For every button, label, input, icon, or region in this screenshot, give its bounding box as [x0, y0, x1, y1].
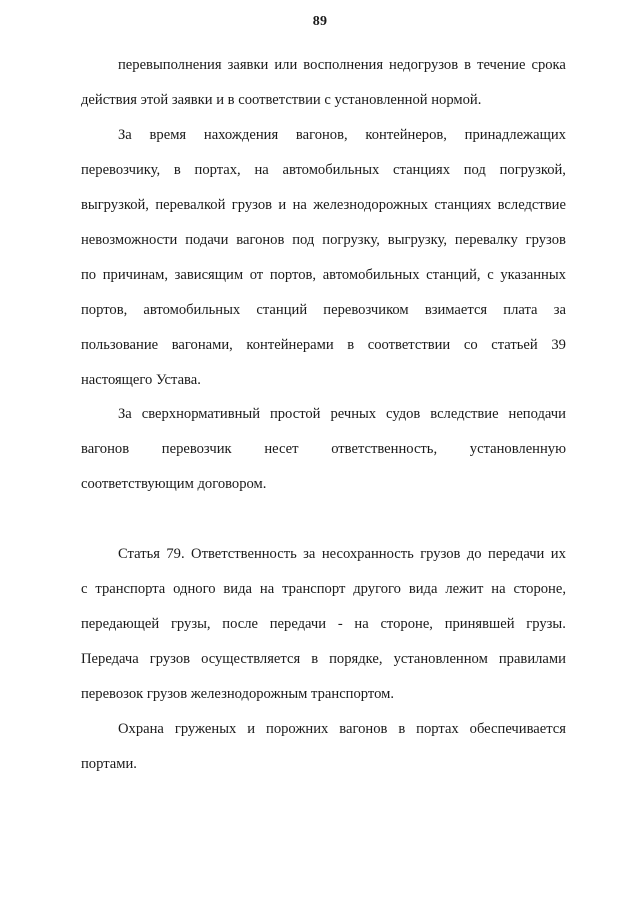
paragraph-1-line-1 [118, 56, 566, 74]
word: с [81, 581, 88, 597]
word: судов [386, 406, 421, 422]
word: с [487, 267, 494, 283]
word: транспорт [282, 581, 346, 597]
word: взимается [424, 302, 488, 318]
word: несет [264, 441, 299, 457]
word: срока [531, 57, 566, 73]
paragraph-4-line-4 [81, 650, 566, 668]
word: плата [503, 302, 538, 318]
word: вида [408, 581, 438, 597]
word: невозможности [81, 232, 178, 248]
word: порядке, [329, 651, 383, 667]
paragraph-1-line-2: действия этой заявки и в соответствии с установленной нормой. [81, 92, 482, 108]
word: Охрана [118, 721, 164, 737]
word: по [81, 267, 97, 283]
word: вследствие [497, 197, 566, 213]
word: и [247, 721, 256, 737]
word: Передача [81, 651, 139, 667]
paragraph-3-line-1 [118, 405, 566, 423]
word: время [149, 127, 187, 143]
word: станций [256, 302, 308, 318]
word: несохранность [321, 546, 414, 562]
word: восполнения [303, 57, 384, 73]
word: портов, [269, 267, 317, 283]
word: в [173, 162, 181, 178]
word: вагонов [236, 232, 285, 248]
word: статьей [491, 337, 538, 353]
word: зависящим [174, 267, 244, 283]
word: перевозчик [161, 441, 232, 457]
word: портах, [194, 162, 241, 178]
word: в [347, 337, 355, 353]
word: их [550, 546, 566, 562]
word: контейнеров, [365, 127, 447, 143]
word: 39 [551, 337, 566, 353]
word: грузы, [170, 616, 211, 632]
paragraph-4-line-2 [81, 580, 566, 598]
word: осуществляется [201, 651, 301, 667]
word: лежит [445, 581, 484, 597]
word: в [464, 57, 472, 73]
word: одного [173, 581, 216, 597]
paragraph-2-line-3 [81, 196, 566, 214]
word: на [354, 616, 369, 632]
word: грузов [525, 232, 566, 248]
word: принадлежащих [464, 127, 566, 143]
word: станциях [434, 197, 492, 213]
word: железнодорожных [313, 197, 428, 213]
word: указанных [500, 267, 566, 283]
word: грузов [231, 197, 273, 213]
word: станциях [393, 162, 450, 178]
word: вагонов [81, 441, 130, 457]
word: неподачи [508, 406, 566, 422]
word: грузов [420, 546, 461, 562]
paragraph-2-line-7 [81, 336, 566, 354]
word: или [274, 57, 298, 73]
word: стороне, [380, 616, 433, 632]
word: соответствии [367, 337, 451, 353]
word: порожних [266, 721, 329, 737]
paragraph-2-line-4 [81, 231, 566, 249]
paragraph-5-line-2: портами. [81, 756, 137, 772]
word: транспорта [95, 581, 166, 597]
word: в [311, 651, 319, 667]
word: установленном [393, 651, 488, 667]
word: 79. [166, 546, 185, 562]
word: вагонов, [295, 127, 348, 143]
word: автомобильных [143, 302, 241, 318]
word: грузов [149, 651, 191, 667]
word: обеспечивается [469, 721, 566, 737]
word: стороне, [513, 581, 566, 597]
word: под [292, 232, 315, 248]
word: недогрузов [389, 57, 459, 73]
word: правилами [498, 651, 566, 667]
word: погрузкой, [499, 162, 566, 178]
word: вагонов [339, 721, 388, 737]
word: груженых [174, 721, 237, 737]
word: за [303, 546, 316, 562]
paragraph-2-line-8: настоящего Устава. [81, 372, 201, 388]
word: передачи [488, 546, 545, 562]
word: перевалкой [155, 197, 226, 213]
word: другого [353, 581, 401, 597]
word: погрузку, [322, 232, 380, 248]
word: под [463, 162, 486, 178]
word: на [491, 581, 506, 597]
word: со [463, 337, 478, 353]
word: до [466, 546, 482, 562]
word: и [278, 197, 287, 213]
word: перевалку [454, 232, 518, 248]
word: Ответственность [191, 546, 297, 562]
word: течение [477, 57, 526, 73]
word: ответственность, [331, 441, 438, 457]
paragraph-4-line-1 [118, 545, 566, 563]
word: вагонами, [171, 337, 233, 353]
word: на [254, 162, 269, 178]
word: передающей [81, 616, 160, 632]
word: вследствие [430, 406, 499, 422]
word: выгрузку, [387, 232, 448, 248]
word: За [118, 406, 132, 422]
word: подачи [185, 232, 229, 248]
word: портах [416, 721, 459, 737]
paragraph-3-line-3: соответствующим договором. [81, 476, 267, 492]
word: перевозчику, [81, 162, 161, 178]
paragraph-5-line-1 [118, 720, 566, 738]
paragraph-2-line-1 [118, 126, 566, 144]
word: За [118, 127, 132, 143]
word: вида [223, 581, 253, 597]
word: принявшей [444, 616, 515, 632]
word: после [222, 616, 258, 632]
paragraph-4-line-3 [81, 615, 566, 633]
word: на [292, 197, 307, 213]
word: нахождения [203, 127, 279, 143]
word: перевозчиком [323, 302, 409, 318]
word: причинам, [102, 267, 168, 283]
word: станций, [426, 267, 481, 283]
word: выгрузкой, [81, 197, 149, 213]
word: контейнерами [246, 337, 334, 353]
word: простой [269, 406, 321, 422]
word: Статья [118, 546, 160, 562]
word: сверхнормативный [141, 406, 261, 422]
paragraph-4-line-5: перевозок грузов железнодорожным транспортом. [81, 686, 394, 702]
word: на [259, 581, 275, 597]
word: передачи [269, 616, 327, 632]
word: речных [330, 406, 377, 422]
paragraph-2-line-6 [81, 301, 566, 319]
word: от [249, 267, 264, 283]
word: автомобильных [322, 267, 420, 283]
word: пользование [81, 337, 159, 353]
page-number: 89 [312, 14, 328, 29]
paragraph-3-line-2 [81, 440, 566, 458]
paragraph-2-line-5 [81, 266, 566, 284]
word: портов, [81, 302, 128, 318]
word: за [553, 302, 566, 318]
word: в [398, 721, 406, 737]
word: грузы. [526, 616, 566, 632]
word: заявки [227, 57, 269, 73]
word: автомобильных [282, 162, 380, 178]
word: установленную [469, 441, 566, 457]
word: - [337, 616, 343, 632]
word: перевыполнения [118, 57, 222, 73]
paragraph-2-line-2 [81, 161, 566, 179]
